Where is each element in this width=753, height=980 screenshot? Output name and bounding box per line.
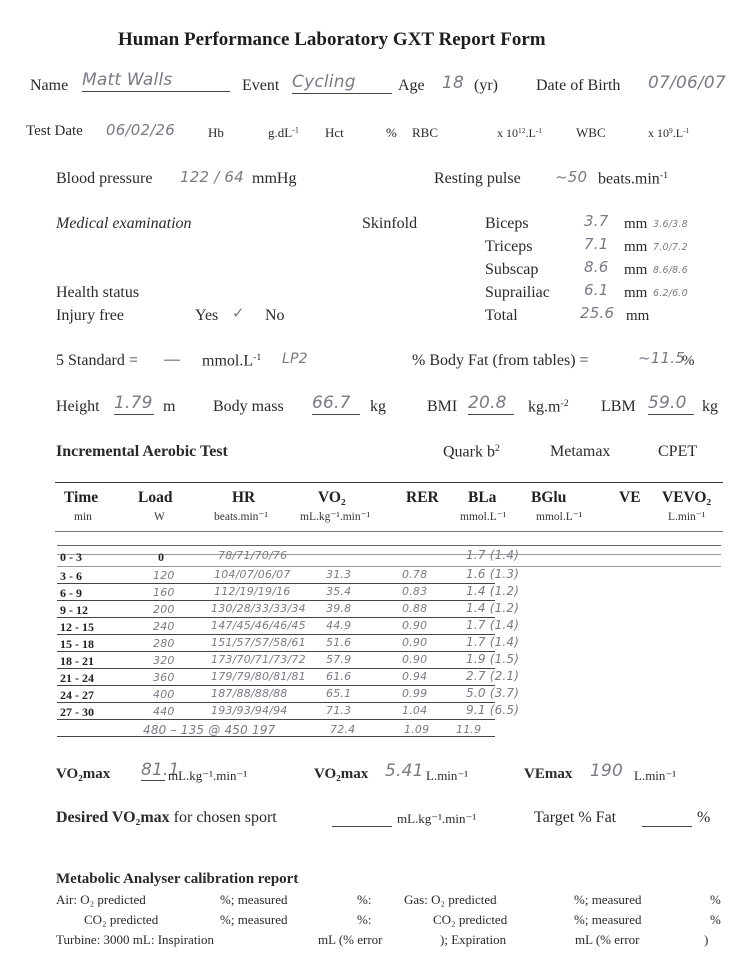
height-label: Height: [56, 398, 100, 415]
desired-vo2max-field[interactable]: [332, 812, 392, 827]
age-label: Age: [398, 77, 425, 94]
gas-co2-predicted-label: CO₂ predicted: [433, 912, 508, 927]
gas-o2-predicted-label: Gas: O₂ predicted: [404, 892, 497, 907]
height-unit: m: [163, 398, 176, 415]
row-time: 9 - 12: [60, 603, 88, 617]
desired-vo2max-unit: mL.kg⁻¹.min⁻¹: [397, 811, 477, 826]
bodyfat-pct: %: [682, 353, 695, 369]
vemax-unit: L.min⁻¹: [634, 768, 677, 783]
mass-unit: kg: [370, 398, 386, 415]
final-row-load: 480 – 135 @ 450 197: [143, 723, 276, 737]
target-fat-field[interactable]: [642, 812, 692, 827]
skinfold-value-subscap[interactable]: 8.6: [584, 258, 609, 276]
vo2max-abs-unit: L.min⁻¹: [426, 768, 469, 783]
row-vo2: 31.3: [326, 568, 352, 581]
row-load: 320: [153, 654, 175, 667]
row-rer: 0.94: [402, 670, 428, 683]
pulse-unit: $beats.\min^{-1}$: [598, 170, 669, 188]
pulse-field[interactable]: ~50: [555, 168, 588, 186]
row-rule: [57, 668, 495, 669]
row-rer: 0.99: [402, 687, 428, 700]
row-rule: [57, 634, 495, 635]
skinfold-value-total[interactable]: 25.6: [580, 304, 615, 322]
air-co2-pct: %:: [357, 912, 372, 927]
row-rule: [57, 583, 495, 584]
row-load: 200: [153, 603, 175, 616]
expiration-label: ); Expiration: [440, 932, 507, 947]
table-header-rule: [55, 531, 723, 532]
cpet-option[interactable]: CPET: [658, 443, 698, 460]
row-vo2: 61.6: [326, 670, 352, 683]
lbm-field[interactable]: 59.0: [648, 395, 694, 415]
mass-label: Body mass: [213, 398, 284, 415]
bmi-label: BMI: [427, 398, 458, 415]
mm-unit: mm: [624, 285, 648, 301]
row-vo2: 44.9: [326, 619, 352, 632]
lbm-label: LBM: [601, 398, 636, 415]
row-hr: 112/19/19/16: [214, 585, 291, 598]
row-hr: 187/88/88/88: [211, 687, 288, 700]
rbc-label: RBC: [412, 125, 439, 140]
table-first-rule: [57, 545, 721, 546]
row-time: 21 - 24: [60, 671, 94, 685]
row-hr: 130/28/33/33/34: [211, 602, 306, 615]
injury-yes-option[interactable]: Yes: [195, 307, 219, 324]
row-bla: 5.0 (3.7): [466, 686, 520, 700]
vemax-label: VEmax: [524, 766, 573, 782]
row-hr: 179/79/80/81/81: [211, 670, 306, 683]
inspiration-error-label: mL (% error: [318, 932, 383, 947]
skinfold-label-suprailiac: Suprailiac: [485, 284, 550, 301]
vo2max-rel-unit: mL.kg⁻¹.min⁻¹: [168, 768, 248, 783]
calibration-heading: Metabolic Analyser calibration report: [56, 871, 299, 887]
hct-label: Hct: [325, 125, 344, 140]
target-fat-pct: %: [697, 809, 711, 826]
row-rule: [57, 685, 495, 686]
row-hr: 104/07/06/07: [214, 568, 291, 581]
col-unit-time: min: [74, 511, 92, 523]
row-time: 12 - 15: [60, 620, 94, 634]
row-bla: 1.7 (1.4): [466, 635, 520, 649]
row-time: 15 - 18: [60, 637, 94, 651]
row-bla: 2.7 (2.1): [466, 669, 520, 683]
air-o2-predicted-label: Air: O₂ predicted: [56, 892, 146, 907]
test-date-field[interactable]: 06/02/26: [106, 121, 175, 139]
metamax-option[interactable]: Metamax: [550, 443, 611, 460]
mm-unit: mm: [624, 262, 648, 278]
gas-co2-measured-label: %; measured: [574, 912, 642, 927]
air-o2-measured-label: %; measured: [220, 892, 288, 907]
air-co2-measured-label: %; measured: [220, 912, 288, 927]
row-bla: 1.6 (1.3): [466, 567, 520, 581]
row-bla: 9.1 (6.5): [466, 703, 520, 717]
row-rule: [57, 702, 495, 703]
row-rer: 0.88: [402, 602, 428, 615]
height-field[interactable]: 1.79: [114, 393, 153, 413]
mm-unit: mm: [626, 308, 650, 324]
health-status-label: Health status: [56, 284, 140, 301]
skinfold-value-suprailiac[interactable]: 6.1: [584, 281, 609, 299]
row-load: 240: [153, 620, 175, 633]
row-rer: 0.83: [402, 585, 428, 598]
row-hr: 147/45/46/46/45: [211, 619, 306, 632]
hct-pct: %: [386, 125, 397, 140]
col-header-time: Time: [64, 489, 99, 506]
bp-label: Blood pressure: [56, 170, 153, 187]
row-rule-long: [57, 554, 721, 555]
col-header-vo2: VO₂: [318, 489, 346, 506]
lbm-unit: kg: [702, 398, 718, 415]
wbc-label: WBC: [576, 125, 606, 140]
col-header-ve: VE: [619, 489, 641, 506]
row-vo2: 39.8: [326, 602, 352, 615]
row-load: 280: [153, 637, 175, 650]
gas-o2-pct: %: [710, 892, 721, 907]
hb-unit: $g.dL^{-1}$: [268, 125, 299, 140]
row-hr: 78/71/70/76: [218, 549, 288, 562]
row-load: 160: [153, 586, 175, 599]
row-rule: [57, 617, 495, 618]
bmi-unit: $kg.m^{-2}$: [528, 398, 569, 416]
row-time: 3 - 6: [60, 569, 82, 583]
col-unit-vo2: mL.kg⁻¹.min⁻¹: [300, 511, 371, 523]
name-field[interactable]: Matt Walls: [82, 72, 230, 92]
row-bla: 1.4 (1.2): [466, 601, 520, 615]
row-load: 0: [158, 550, 164, 564]
gas-o2-measured-label: %; measured: [574, 892, 642, 907]
air-co2-predicted-label: CO₂ predicted: [84, 912, 159, 927]
quark-option[interactable]: Quark $b^2$: [443, 443, 500, 461]
row-rer: 0.90: [402, 653, 428, 666]
row-bla: 1.4 (1.2): [466, 584, 520, 598]
skinfold-label-subscap: Subscap: [485, 261, 539, 278]
final-row-bla: 11.9: [456, 723, 482, 736]
row-rule: [57, 651, 495, 652]
gas-co2-pct: %: [710, 912, 721, 927]
row-rer: 1.04: [402, 704, 428, 717]
row-time: 18 - 21: [60, 654, 94, 668]
row-vo2: 71.3: [326, 704, 352, 717]
skinfold-value-biceps[interactable]: 3.7: [584, 212, 609, 230]
pulse-label: Resting pulse: [434, 170, 521, 187]
row-time: 24 - 27: [60, 688, 94, 702]
injury-free-label: Injury free: [56, 307, 124, 324]
name-label: Name: [30, 77, 69, 94]
skinfold-notes-subscap: 8.6/8.6: [653, 265, 688, 276]
row-vo2: 65.1: [326, 687, 352, 700]
skinfold-label-total: Total: [485, 307, 518, 324]
row-load: 440: [153, 705, 175, 718]
event-field[interactable]: Cycling: [292, 74, 392, 94]
vemax-field[interactable]: 190: [590, 761, 624, 781]
standard-note: LP2: [282, 351, 308, 367]
rbc-unit: x $10^{12}.L^{-1}$: [497, 126, 542, 141]
row-rule: [57, 719, 495, 720]
bodyfat-label: % Body Fat (from tables) =: [412, 352, 589, 369]
skinfold-label-biceps: Biceps: [485, 215, 529, 232]
col-unit-vevo2: L.min⁻¹: [668, 511, 706, 523]
mm-unit: mm: [624, 239, 648, 255]
row-load: 120: [153, 569, 175, 582]
standard-label: 5 Standard =: [56, 352, 138, 369]
row-time: 27 - 30: [60, 705, 94, 719]
final-row-rer: 1.09: [404, 723, 430, 736]
form-title: Human Performance Laboratory GXT Report Form: [118, 29, 546, 50]
row-hr: 193/93/94/94: [211, 704, 288, 717]
injury-no-option[interactable]: No: [265, 307, 285, 324]
col-header-rer: RER: [406, 489, 439, 506]
row-bla: 1.7 (1.4): [466, 618, 520, 632]
age-unit: (yr): [474, 77, 498, 94]
turbine-inspiration-label: Turbine: 3000 mL: Inspiration: [56, 932, 215, 947]
standard-value[interactable]: —: [164, 351, 180, 368]
check-mark-icon: ✓: [232, 304, 245, 322]
col-header-vevo2: VEVO₂: [662, 489, 712, 506]
row-vo2: 51.6: [326, 636, 352, 649]
row-time: 6 - 9: [60, 586, 82, 600]
row-bla: 1.9 (1.5): [466, 652, 520, 666]
col-unit-bla: mmol.L⁻¹: [460, 511, 507, 523]
bp-unit: mmHg: [252, 170, 297, 187]
hb-label: Hb: [208, 125, 224, 140]
row-rule-long: [57, 566, 721, 567]
bp-field[interactable]: 122 / 64: [180, 168, 244, 186]
col-header-hr: HR: [232, 489, 256, 506]
bodyfat-field[interactable]: ~11.5: [638, 349, 685, 367]
row-hr: 173/70/71/73/72: [211, 653, 306, 666]
row-hr: 151/57/57/58/61: [211, 636, 306, 649]
col-unit-load: W: [154, 511, 165, 523]
final-row-vo2: 72.4: [330, 723, 356, 736]
event-label: Event: [242, 77, 280, 94]
skinfold-label-triceps: Triceps: [485, 238, 533, 255]
vo2max-rel-field[interactable]: 81.1: [141, 760, 180, 780]
expiration-close: ): [704, 932, 709, 947]
col-unit-bglu: mmol.L⁻¹: [536, 511, 583, 523]
row-time: 0 - 3: [60, 550, 82, 564]
vo2max-abs-label: VO₂max: [314, 766, 369, 782]
standard-unit: $mmol.L^{-1}$: [202, 352, 262, 370]
skinfold-notes-suprailiac: 6.2/6.0: [653, 288, 688, 299]
skinfold-label: Skinfold: [362, 215, 418, 232]
row-load: 400: [153, 688, 175, 701]
row-rule: [57, 600, 495, 601]
col-header-bla: BLa: [468, 489, 497, 506]
expiration-error-label: mL (% error: [575, 932, 640, 947]
row-load: 360: [153, 671, 175, 684]
wbc-unit: x $10^9.L^{-1}$: [648, 126, 690, 141]
skinfold-notes-biceps: 3.6/3.8: [653, 219, 688, 230]
row-rer: 0.90: [402, 636, 428, 649]
age-field[interactable]: 18: [442, 73, 465, 93]
row-bla: 1.7 (1.4): [466, 548, 520, 562]
row-rer: 0.90: [402, 619, 428, 632]
bmi-field[interactable]: 20.8: [468, 395, 514, 415]
mm-unit: mm: [624, 216, 648, 232]
col-header-load: Load: [138, 489, 173, 506]
vo2max-rel-label: VO₂max: [56, 766, 111, 782]
col-header-bglu: BGlu: [531, 489, 567, 506]
desired-vo2max-label: Desired VO₂max for chosen sport: [56, 809, 277, 826]
medical-exam-label: Medical examination: [56, 215, 192, 232]
air-o2-pct: %:: [357, 892, 372, 907]
test-date-label: Test Date: [26, 123, 83, 139]
col-unit-hr: beats.min⁻¹: [214, 511, 268, 523]
row-rule: [57, 736, 495, 737]
mass-field[interactable]: 66.7: [312, 395, 360, 415]
row-vo2: 57.9: [326, 653, 352, 666]
skinfold-value-triceps[interactable]: 7.1: [584, 235, 609, 253]
skinfold-notes-triceps: 7.0/7.2: [653, 242, 688, 253]
target-fat-label: Target % Fat: [534, 809, 617, 826]
row-rer: 0.78: [402, 568, 428, 581]
incremental-test-heading: Incremental Aerobic Test: [56, 443, 228, 460]
dob-label: Date of Birth: [536, 77, 621, 94]
table-top-rule: [55, 482, 723, 483]
row-vo2: 35.4: [326, 585, 352, 598]
vo2max-abs-field[interactable]: 5.41: [385, 761, 424, 781]
dob-field[interactable]: 07/06/07: [648, 73, 726, 93]
